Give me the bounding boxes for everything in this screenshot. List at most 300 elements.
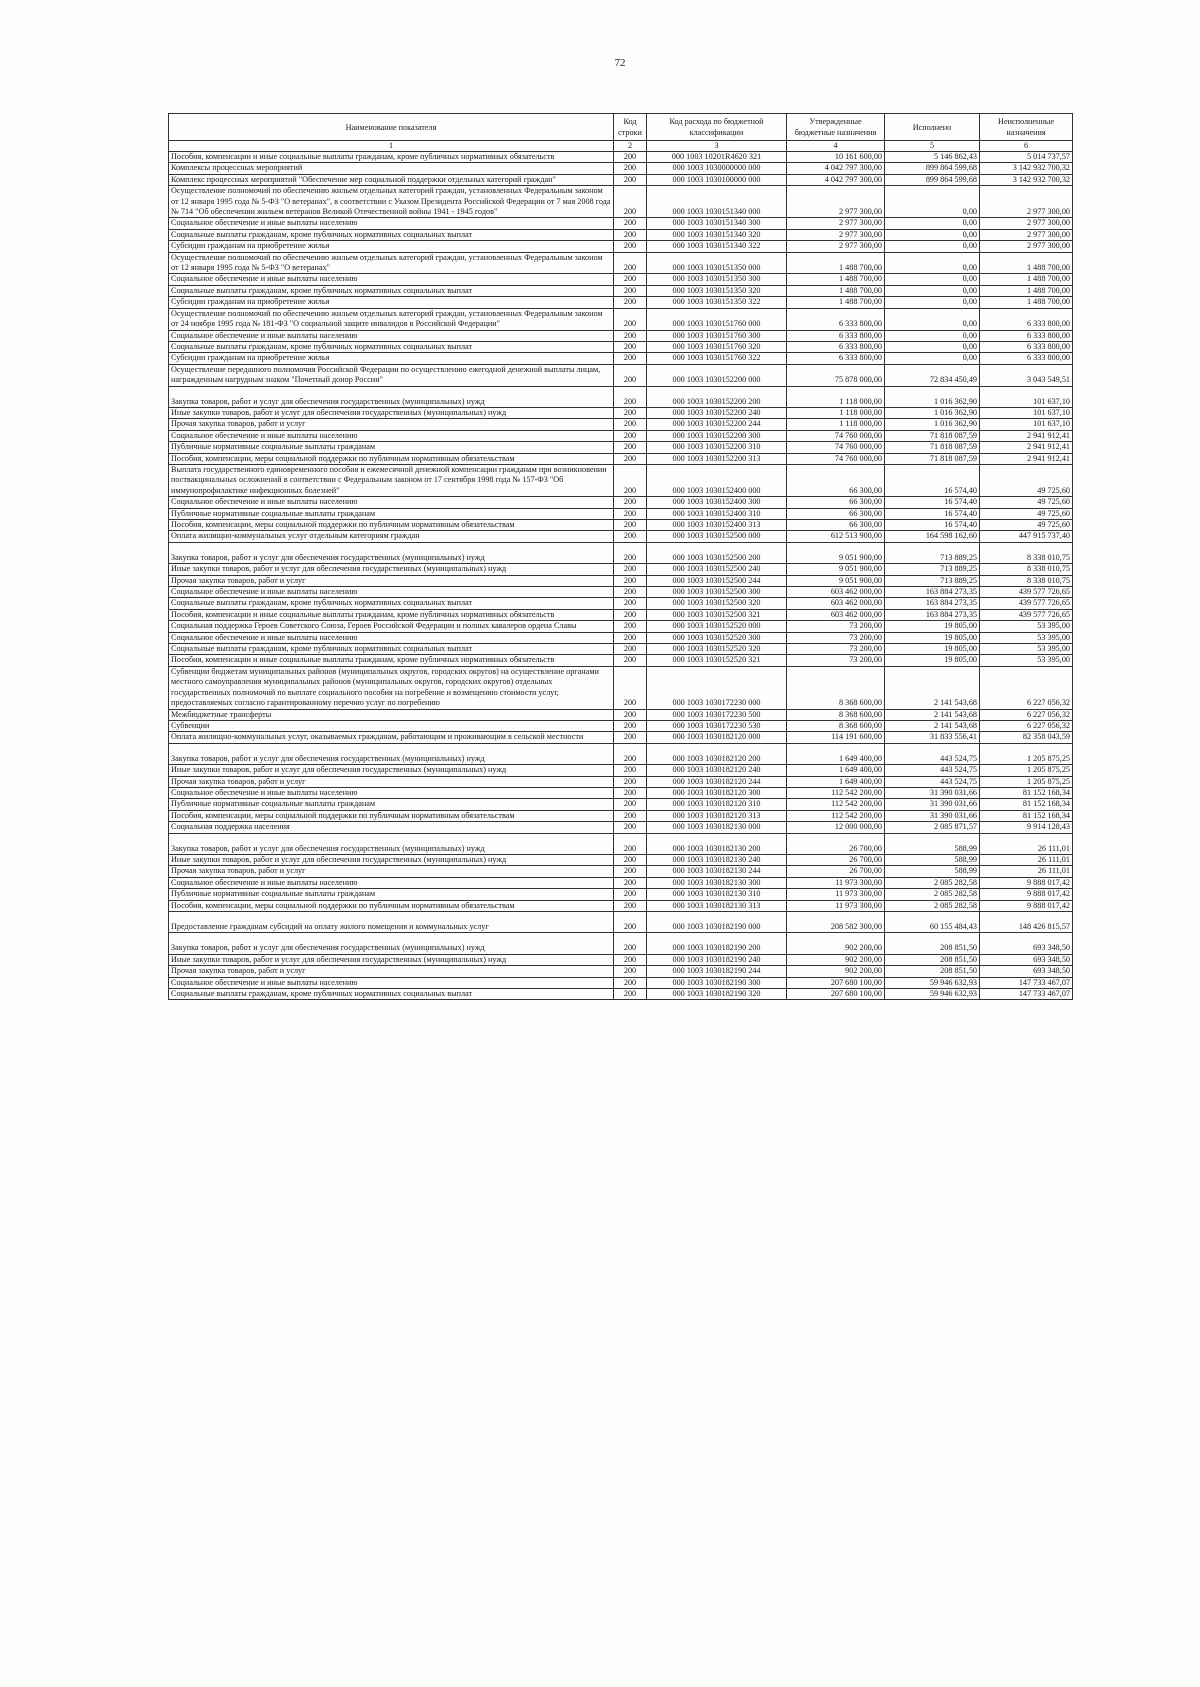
row-name: Социальные выплаты гражданам, кроме публичных нормативных социальных выплат xyxy=(169,989,614,1000)
row-unexecuted: 439 577 726,65 xyxy=(980,598,1073,609)
table-row xyxy=(169,787,1073,798)
row-budget-code: 000 1003 1030152400 000 xyxy=(647,464,787,496)
row-line-code: 200 xyxy=(614,810,647,821)
row-line-code: 200 xyxy=(614,954,647,965)
table-row xyxy=(169,799,1073,810)
row-executed: 163 884 273,35 xyxy=(885,587,980,598)
row-approved: 73 200,00 xyxy=(787,655,885,666)
row-approved: 603 462 000,00 xyxy=(787,587,885,598)
row-unexecuted: 1 488 700,00 xyxy=(980,274,1073,285)
row-line-code: 200 xyxy=(614,308,647,330)
row-line-code: 200 xyxy=(614,977,647,988)
row-line-code: 200 xyxy=(614,520,647,531)
column-number: 3 xyxy=(647,141,787,152)
table-row xyxy=(169,776,1073,787)
row-budget-code: 000 1003 1030182190 000 xyxy=(647,912,787,933)
row-budget-code: 000 1003 1030172230 000 xyxy=(647,666,787,709)
row-unexecuted: 3 043 549,51 xyxy=(980,364,1073,386)
row-unexecuted: 2 977 300,00 xyxy=(980,186,1073,218)
row-unexecuted: 101 637,10 xyxy=(980,407,1073,418)
row-executed: 0,00 xyxy=(885,218,980,229)
header-name: Наименование показателя xyxy=(169,114,614,141)
row-unexecuted: 1 488 700,00 xyxy=(980,297,1073,308)
row-executed: 443 524,75 xyxy=(885,776,980,787)
row-budget-code: 000 1003 1030152200 240 xyxy=(647,407,787,418)
row-name: Социальная поддержка Героев Советского Союза, Героев Российской Федерации и полных кавалеров ордена Славы xyxy=(169,621,614,632)
column-number: 5 xyxy=(885,141,980,152)
table-row xyxy=(169,575,1073,586)
row-unexecuted: 9 888 017,42 xyxy=(980,877,1073,888)
row-approved: 11 973 300,00 xyxy=(787,900,885,911)
row-unexecuted: 8 338 010,75 xyxy=(980,542,1073,563)
row-line-code: 200 xyxy=(614,330,647,341)
row-budget-code: 000 1003 1030152500 244 xyxy=(647,575,787,586)
row-line-code: 200 xyxy=(614,854,647,865)
row-line-code: 200 xyxy=(614,497,647,508)
row-name: Субсидии гражданам на приобретение жилья xyxy=(169,241,614,252)
row-approved: 73 200,00 xyxy=(787,632,885,643)
row-approved: 112 542 200,00 xyxy=(787,787,885,798)
row-budget-code: 000 1003 1030152500 320 xyxy=(647,598,787,609)
table-row xyxy=(169,186,1073,218)
table-row xyxy=(169,229,1073,240)
row-name: Прочая закупка товаров, работ и услуг xyxy=(169,866,614,877)
row-line-code: 200 xyxy=(614,787,647,798)
row-approved: 112 542 200,00 xyxy=(787,810,885,821)
table-row xyxy=(169,174,1073,185)
row-line-code: 200 xyxy=(614,542,647,563)
row-executed: 163 884 273,35 xyxy=(885,598,980,609)
row-approved: 74 760 000,00 xyxy=(787,442,885,453)
table-row xyxy=(169,989,1073,1000)
row-line-code: 200 xyxy=(614,531,647,542)
row-budget-code: 000 1003 1030182120 300 xyxy=(647,787,787,798)
table-row xyxy=(169,442,1073,453)
row-executed: 1 016 362,90 xyxy=(885,419,980,430)
table-row xyxy=(169,218,1073,229)
row-unexecuted: 2 977 300,00 xyxy=(980,241,1073,252)
row-approved: 2 977 300,00 xyxy=(787,229,885,240)
row-unexecuted: 8 338 010,75 xyxy=(980,575,1073,586)
row-line-code: 200 xyxy=(614,889,647,900)
row-executed: 0,00 xyxy=(885,285,980,296)
row-unexecuted: 53 395,00 xyxy=(980,621,1073,632)
table-row xyxy=(169,866,1073,877)
row-name: Социальное обеспечение и иные выплаты населению xyxy=(169,787,614,798)
row-approved: 902 200,00 xyxy=(787,933,885,954)
row-approved: 4 042 797 300,00 xyxy=(787,163,885,174)
header-budget-code: Код расхода по бюджетной классификации xyxy=(647,114,787,141)
row-approved: 207 680 100,00 xyxy=(787,977,885,988)
row-name: Социальные выплаты гражданам, кроме публичных нормативных социальных выплат xyxy=(169,285,614,296)
row-executed: 16 574,40 xyxy=(885,464,980,496)
row-unexecuted: 26 111,01 xyxy=(980,854,1073,865)
row-unexecuted: 3 142 932 700,32 xyxy=(980,163,1073,174)
row-name: Межбюджетные трансферты xyxy=(169,709,614,720)
row-approved: 74 760 000,00 xyxy=(787,430,885,441)
row-executed: 16 574,40 xyxy=(885,497,980,508)
row-executed: 71 818 087,59 xyxy=(885,430,980,441)
row-name: Предоставление гражданам субсидий на оплату жилого помещения и коммунальных услуг xyxy=(169,912,614,933)
row-unexecuted: 3 142 932 700,32 xyxy=(980,174,1073,185)
row-approved: 2 977 300,00 xyxy=(787,218,885,229)
row-budget-code: 000 1003 1030151340 322 xyxy=(647,241,787,252)
row-executed: 0,00 xyxy=(885,274,980,285)
header-approved: Утвержденные бюджетные назначения xyxy=(787,114,885,141)
row-budget-code: 000 1003 1030152200 200 xyxy=(647,386,787,407)
row-name: Прочая закупка товаров, работ и услуг xyxy=(169,776,614,787)
row-line-code: 200 xyxy=(614,241,647,252)
row-executed: 0,00 xyxy=(885,297,980,308)
table-row xyxy=(169,407,1073,418)
row-budget-code: 000 1003 1030152200 300 xyxy=(647,430,787,441)
row-name: Социальное обеспечение и иные выплаты населению xyxy=(169,877,614,888)
row-name: Публичные нормативные социальные выплаты гражданам xyxy=(169,508,614,519)
row-executed: 2 141 543,68 xyxy=(885,720,980,731)
row-budget-code: 000 1003 1030152200 313 xyxy=(647,453,787,464)
row-name: Осуществление полномочий по обеспечению жильем отдельных категорий граждан, установленных Федеральным законом от 12 января 1995 года № 5-ФЗ "О ветеранах", в соответствии с Указом Президента Российской Федерации от 7 мая 2008 года № 714 "Об обеспечении жильем ветеранов Великой Отечественной войны 1941 - 1945 годов" xyxy=(169,186,614,218)
row-line-code: 200 xyxy=(614,598,647,609)
table-row xyxy=(169,520,1073,531)
row-executed: 713 889,25 xyxy=(885,542,980,563)
row-executed: 899 864 599,68 xyxy=(885,174,980,185)
table-row xyxy=(169,297,1073,308)
row-executed: 16 574,40 xyxy=(885,508,980,519)
row-unexecuted: 2 941 912,41 xyxy=(980,442,1073,453)
row-line-code: 200 xyxy=(614,776,647,787)
row-budget-code: 000 1003 1030152200 000 xyxy=(647,364,787,386)
column-number-row xyxy=(169,141,1073,152)
row-name: Социальное обеспечение и иные выплаты населению xyxy=(169,330,614,341)
row-executed: 31 390 031,66 xyxy=(885,787,980,798)
row-unexecuted: 6 227 056,32 xyxy=(980,720,1073,731)
row-budget-code: 000 1003 1030152500 300 xyxy=(647,587,787,598)
row-executed: 59 946 632,93 xyxy=(885,977,980,988)
row-name: Иные закупки товаров, работ и услуг для обеспечения государственных (муниципальных) нужд xyxy=(169,564,614,575)
row-unexecuted: 693 348,50 xyxy=(980,933,1073,954)
row-approved: 74 760 000,00 xyxy=(787,453,885,464)
row-name: Пособия, компенсации, меры социальной поддержки по публичным нормативным обязательствам xyxy=(169,810,614,821)
row-name: Пособия, компенсации, меры социальной поддержки по публичным нормативным обязательствам xyxy=(169,900,614,911)
row-executed: 899 864 599,68 xyxy=(885,163,980,174)
row-unexecuted: 6 227 056,32 xyxy=(980,666,1073,709)
table-row xyxy=(169,833,1073,854)
row-executed: 1 016 362,90 xyxy=(885,407,980,418)
row-unexecuted: 8 338 010,75 xyxy=(980,564,1073,575)
row-name: Прочая закупка товаров, работ и услуг xyxy=(169,575,614,586)
row-unexecuted: 101 637,10 xyxy=(980,419,1073,430)
row-budget-code: 000 1003 1030182120 000 xyxy=(647,732,787,743)
table-row xyxy=(169,353,1073,364)
row-budget-code: 000 1003 1030182190 200 xyxy=(647,933,787,954)
row-unexecuted: 9 914 128,43 xyxy=(980,822,1073,833)
row-executed: 31 390 031,66 xyxy=(885,799,980,810)
row-executed: 0,00 xyxy=(885,186,980,218)
row-line-code: 200 xyxy=(614,609,647,620)
row-executed: 588,99 xyxy=(885,833,980,854)
row-approved: 8 368 600,00 xyxy=(787,720,885,731)
row-approved: 4 042 797 300,00 xyxy=(787,174,885,185)
row-budget-code: 000 1003 1030182130 000 xyxy=(647,822,787,833)
row-approved: 6 333 800,00 xyxy=(787,308,885,330)
row-line-code: 200 xyxy=(614,341,647,352)
row-line-code: 200 xyxy=(614,912,647,933)
row-approved: 208 582 300,00 xyxy=(787,912,885,933)
row-budget-code: 000 1003 1030152500 240 xyxy=(647,564,787,575)
row-budget-code: 000 1003 1030151760 300 xyxy=(647,330,787,341)
row-name: Пособия, компенсации, меры социальной поддержки по публичным нормативным обязательствам xyxy=(169,520,614,531)
row-budget-code: 000 1003 1030182120 240 xyxy=(647,765,787,776)
row-approved: 12 000 000,00 xyxy=(787,822,885,833)
row-executed: 208 851,50 xyxy=(885,966,980,977)
row-approved: 6 333 800,00 xyxy=(787,330,885,341)
row-unexecuted: 9 888 017,42 xyxy=(980,889,1073,900)
table-row xyxy=(169,889,1073,900)
row-unexecuted: 26 111,01 xyxy=(980,866,1073,877)
row-approved: 1 649 400,00 xyxy=(787,776,885,787)
row-budget-code: 000 1003 1030172230 530 xyxy=(647,720,787,731)
table-row xyxy=(169,822,1073,833)
row-line-code: 200 xyxy=(614,419,647,430)
budget-execution-table xyxy=(168,113,1073,1000)
row-line-code: 200 xyxy=(614,632,647,643)
row-line-code: 200 xyxy=(614,655,647,666)
row-line-code: 200 xyxy=(614,575,647,586)
table-row xyxy=(169,430,1073,441)
row-line-code: 200 xyxy=(614,644,647,655)
row-executed: 588,99 xyxy=(885,854,980,865)
row-line-code: 200 xyxy=(614,218,647,229)
row-name: Социальные выплаты гражданам, кроме публичных нормативных социальных выплат xyxy=(169,644,614,655)
row-unexecuted: 2 977 300,00 xyxy=(980,229,1073,240)
row-executed: 443 524,75 xyxy=(885,765,980,776)
row-approved: 26 700,00 xyxy=(787,866,885,877)
row-name: Социальное обеспечение и иные выплаты населению xyxy=(169,587,614,598)
table-row xyxy=(169,252,1073,274)
table-row xyxy=(169,152,1073,163)
table-row xyxy=(169,497,1073,508)
row-approved: 8 368 600,00 xyxy=(787,666,885,709)
row-budget-code: 000 1003 1030152520 320 xyxy=(647,644,787,655)
row-approved: 8 368 600,00 xyxy=(787,709,885,720)
row-name: Социальные выплаты гражданам, кроме публичных нормативных социальных выплат xyxy=(169,341,614,352)
row-budget-code: 000 1003 1030182130 310 xyxy=(647,889,787,900)
row-unexecuted: 1 205 875,25 xyxy=(980,765,1073,776)
row-budget-code: 000 1003 1030182190 244 xyxy=(647,966,787,977)
row-executed: 0,00 xyxy=(885,330,980,341)
header-line-code: Код строки xyxy=(614,114,647,141)
row-approved: 9 051 900,00 xyxy=(787,542,885,563)
row-approved: 11 973 300,00 xyxy=(787,877,885,888)
row-budget-code: 000 1003 1030151350 000 xyxy=(647,252,787,274)
row-line-code: 200 xyxy=(614,666,647,709)
table-row xyxy=(169,386,1073,407)
row-unexecuted: 6 333 800,00 xyxy=(980,308,1073,330)
row-name: Социальное обеспечение и иные выплаты населению xyxy=(169,430,614,441)
row-name: Закупка товаров, работ и услуг для обеспечения государственных (муниципальных) нужд xyxy=(169,542,614,563)
row-name: Пособия, компенсации и иные социальные выплаты гражданам, кроме публичных нормативных обязательств xyxy=(169,609,614,620)
row-budget-code: 000 1003 1030000000 000 xyxy=(647,163,787,174)
row-budget-code: 000 1003 1030151340 300 xyxy=(647,218,787,229)
table-row xyxy=(169,655,1073,666)
table-row xyxy=(169,285,1073,296)
row-line-code: 200 xyxy=(614,430,647,441)
row-line-code: 200 xyxy=(614,709,647,720)
row-unexecuted: 9 888 017,42 xyxy=(980,900,1073,911)
table-row xyxy=(169,765,1073,776)
row-budget-code: 000 1003 1030152520 000 xyxy=(647,621,787,632)
row-budget-code: 000 1003 1030152500 321 xyxy=(647,609,787,620)
row-approved: 66 300,00 xyxy=(787,520,885,531)
table-row xyxy=(169,732,1073,743)
column-number: 6 xyxy=(980,141,1073,152)
row-executed: 72 834 450,49 xyxy=(885,364,980,386)
table-header-row xyxy=(169,114,1073,141)
row-unexecuted: 6 227 056,32 xyxy=(980,709,1073,720)
row-name: Публичные нормативные социальные выплаты гражданам xyxy=(169,799,614,810)
row-budget-code: 000 1003 1030152200 310 xyxy=(647,442,787,453)
row-line-code: 200 xyxy=(614,900,647,911)
row-line-code: 200 xyxy=(614,866,647,877)
row-budget-code: 000 1003 1030151350 320 xyxy=(647,285,787,296)
row-executed: 208 851,50 xyxy=(885,933,980,954)
row-name: Иные закупки товаров, работ и услуг для обеспечения государственных (муниципальных) нужд xyxy=(169,765,614,776)
table-row xyxy=(169,274,1073,285)
row-unexecuted: 6 333 800,00 xyxy=(980,341,1073,352)
row-line-code: 200 xyxy=(614,564,647,575)
table-body xyxy=(169,152,1073,1000)
row-line-code: 200 xyxy=(614,933,647,954)
table-row xyxy=(169,308,1073,330)
row-approved: 1 488 700,00 xyxy=(787,297,885,308)
row-approved: 1 649 400,00 xyxy=(787,765,885,776)
row-name: Социальное обеспечение и иные выплаты населению xyxy=(169,632,614,643)
row-name: Оплата жилищно-коммунальных услуг, оказываемых гражданам, работающим и проживающим в сельской местности xyxy=(169,732,614,743)
row-executed: 16 574,40 xyxy=(885,520,980,531)
table-row xyxy=(169,877,1073,888)
row-unexecuted: 81 152 168,34 xyxy=(980,810,1073,821)
row-line-code: 200 xyxy=(614,989,647,1000)
row-executed: 0,00 xyxy=(885,229,980,240)
row-line-code: 200 xyxy=(614,285,647,296)
row-name: Пособия, компенсации и иные социальные выплаты гражданам, кроме публичных нормативных обязательств xyxy=(169,655,614,666)
table-row xyxy=(169,587,1073,598)
row-executed: 71 818 087,59 xyxy=(885,453,980,464)
row-budget-code: 000 1003 1030182120 313 xyxy=(647,810,787,821)
row-approved: 1 488 700,00 xyxy=(787,252,885,274)
row-line-code: 200 xyxy=(614,508,647,519)
row-unexecuted: 6 333 800,00 xyxy=(980,330,1073,341)
row-executed: 19 805,00 xyxy=(885,644,980,655)
row-approved: 207 680 100,00 xyxy=(787,989,885,1000)
table-row xyxy=(169,709,1073,720)
row-budget-code: 000 1003 1030182130 300 xyxy=(647,877,787,888)
row-approved: 75 878 000,00 xyxy=(787,364,885,386)
row-line-code: 200 xyxy=(614,720,647,731)
row-executed: 443 524,75 xyxy=(885,743,980,764)
row-line-code: 200 xyxy=(614,732,647,743)
header-executed: Исполнено xyxy=(885,114,980,141)
row-name: Социальное обеспечение и иные выплаты населению xyxy=(169,218,614,229)
row-executed: 1 016 362,90 xyxy=(885,386,980,407)
table-row xyxy=(169,810,1073,821)
row-budget-code: 000 1003 1030152400 300 xyxy=(647,497,787,508)
row-name: Прочая закупка товаров, работ и услуг xyxy=(169,419,614,430)
row-executed: 60 155 484,43 xyxy=(885,912,980,933)
row-unexecuted: 1 488 700,00 xyxy=(980,285,1073,296)
table-row xyxy=(169,419,1073,430)
row-name: Субсидии гражданам на приобретение жилья xyxy=(169,353,614,364)
row-name: Иные закупки товаров, работ и услуг для обеспечения государственных (муниципальных) нужд xyxy=(169,854,614,865)
row-executed: 2 085 282,58 xyxy=(885,889,980,900)
row-executed: 31 833 556,41 xyxy=(885,732,980,743)
row-line-code: 200 xyxy=(614,743,647,764)
row-name: Социальное обеспечение и иные выплаты населению xyxy=(169,497,614,508)
row-line-code: 200 xyxy=(614,966,647,977)
table-row xyxy=(169,564,1073,575)
table-row xyxy=(169,341,1073,352)
row-approved: 9 051 900,00 xyxy=(787,564,885,575)
table-row xyxy=(169,900,1073,911)
row-unexecuted: 49 725,60 xyxy=(980,464,1073,496)
row-line-code: 200 xyxy=(614,386,647,407)
row-approved: 902 200,00 xyxy=(787,966,885,977)
row-approved: 2 977 300,00 xyxy=(787,186,885,218)
row-name: Выплата государственного единовременного пособия и ежемесячной денежной компенсации гражданам при возникновении поствакцинальных осложнений в соответствии с Федеральным законом от 17 сентября 1998 года № 157-ФЗ "Об иммунопрофилактике инфекционных болезней" xyxy=(169,464,614,496)
row-executed: 164 598 162,60 xyxy=(885,531,980,542)
table-row xyxy=(169,912,1073,933)
table-row xyxy=(169,364,1073,386)
column-number: 4 xyxy=(787,141,885,152)
table-row xyxy=(169,933,1073,954)
row-line-code: 200 xyxy=(614,464,647,496)
table-row xyxy=(169,531,1073,542)
table-row xyxy=(169,621,1073,632)
row-unexecuted: 148 426 815,57 xyxy=(980,912,1073,933)
row-executed: 0,00 xyxy=(885,308,980,330)
row-line-code: 200 xyxy=(614,822,647,833)
table-row xyxy=(169,666,1073,709)
row-budget-code: 000 1003 1030182130 240 xyxy=(647,854,787,865)
row-approved: 73 200,00 xyxy=(787,621,885,632)
row-unexecuted: 439 577 726,65 xyxy=(980,587,1073,598)
table-row xyxy=(169,542,1073,563)
row-executed: 31 390 031,66 xyxy=(885,810,980,821)
row-name: Закупка товаров, работ и услуг для обеспечения государственных (муниципальных) нужд xyxy=(169,386,614,407)
row-unexecuted: 1 205 875,25 xyxy=(980,776,1073,787)
row-name: Осуществление полномочий по обеспечению жильем отдельных категорий граждан, установленных Федеральным законом от 24 ноября 1995 года № 181-ФЗ "О социальной защите инвалидов в Российской Федерации" xyxy=(169,308,614,330)
row-unexecuted: 53 395,00 xyxy=(980,632,1073,643)
row-unexecuted: 81 152 168,34 xyxy=(980,787,1073,798)
row-approved: 1 118 000,00 xyxy=(787,419,885,430)
row-budget-code: 000 1003 1030151350 300 xyxy=(647,274,787,285)
row-approved: 73 200,00 xyxy=(787,644,885,655)
row-approved: 112 542 200,00 xyxy=(787,799,885,810)
row-budget-code: 000 1003 1030182130 244 xyxy=(647,866,787,877)
row-name: Иные закупки товаров, работ и услуг для обеспечения государственных (муниципальных) нужд xyxy=(169,954,614,965)
row-executed: 5 146 862,43 xyxy=(885,152,980,163)
row-approved: 66 300,00 xyxy=(787,508,885,519)
row-unexecuted: 439 577 726,65 xyxy=(980,609,1073,620)
row-unexecuted: 147 733 467,07 xyxy=(980,977,1073,988)
row-unexecuted: 49 725,60 xyxy=(980,497,1073,508)
row-unexecuted: 447 915 737,40 xyxy=(980,531,1073,542)
row-line-code: 200 xyxy=(614,877,647,888)
row-unexecuted: 147 733 467,07 xyxy=(980,989,1073,1000)
table-row xyxy=(169,241,1073,252)
row-line-code: 200 xyxy=(614,765,647,776)
row-name: Социальные выплаты гражданам, кроме публичных нормативных социальных выплат xyxy=(169,598,614,609)
